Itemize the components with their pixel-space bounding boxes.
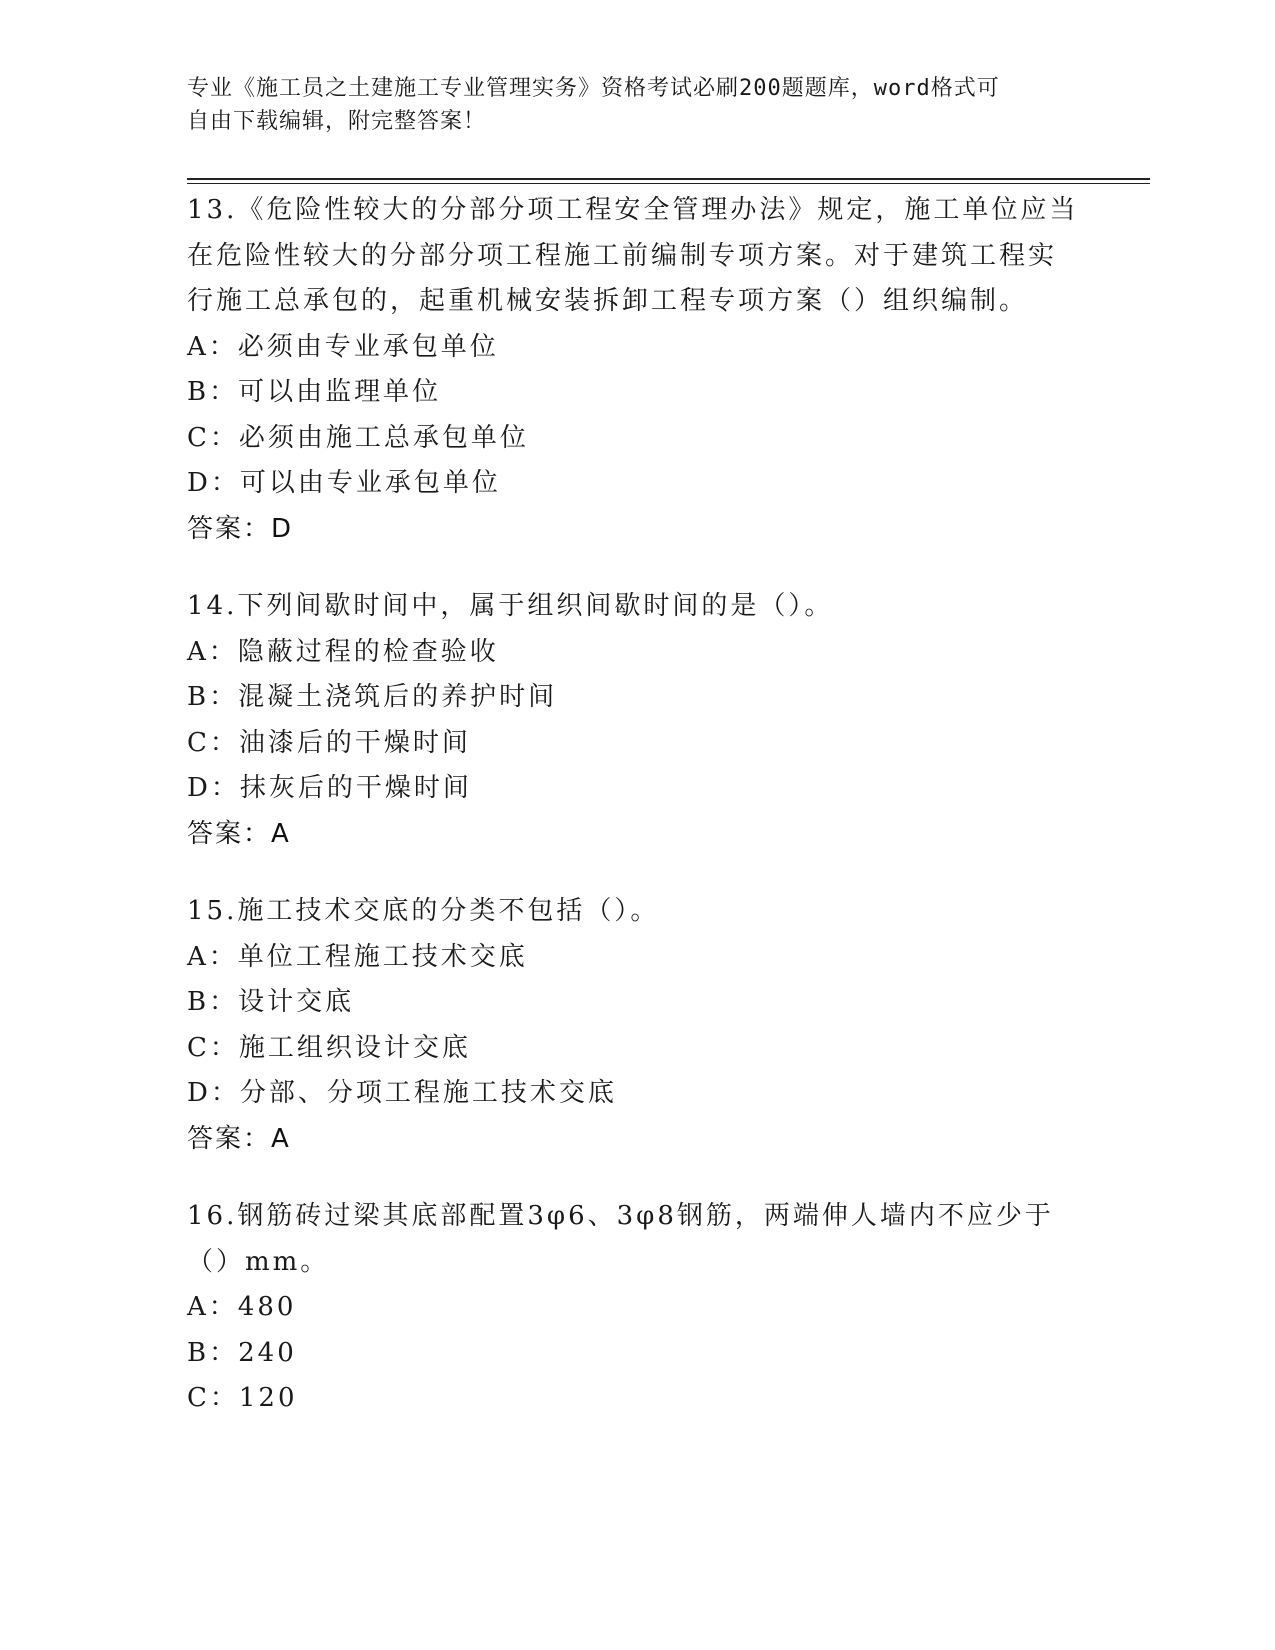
option-b: B：混凝土浇筑后的养护时间 — [187, 682, 558, 712]
option-b: B：设计交底 — [187, 987, 355, 1017]
question-stem-line: 16.钢筋砖过梁其底部配置3φ6、3φ8钢筋，两端伸人墙内不应少于 — [187, 1201, 1054, 1231]
question-stem-line: （）mm。 — [187, 1246, 330, 1277]
question-15 — [187, 889, 1087, 1162]
option-c: C：油漆后的干燥时间 — [187, 727, 471, 758]
question-stem-line: 15.施工技术交底的分类不包括（）。 — [187, 896, 660, 926]
question-stem-line: 14.下列间歇时间中，属于组织间歇时间的是（）。 — [187, 591, 834, 621]
question-16 — [187, 1194, 1087, 1422]
question-13 — [187, 188, 1087, 552]
option-a: A：单位工程施工技术交底 — [187, 941, 528, 972]
option-a: A：必须由专业承包单位 — [187, 331, 499, 362]
option-c: C：必须由施工总承包单位 — [187, 422, 529, 453]
option-d: D：分部、分项工程施工技术交底 — [187, 1078, 617, 1108]
header-line-2: 自由下载编辑，附完整答案！ — [187, 109, 487, 134]
option-a: A：隐蔽过程的检查验收 — [187, 636, 499, 667]
option-c: C：120 — [187, 1383, 298, 1413]
question-stem-line: 13.《危险性较大的分部分项工程安全管理办法》规定，施工单位应当 — [187, 195, 1079, 225]
option-c: C：施工组织设计交底 — [187, 1032, 471, 1063]
option-a: A：480 — [187, 1292, 297, 1322]
question-14 — [187, 584, 1087, 857]
option-d: D：可以由专业承包单位 — [187, 468, 501, 498]
question-list — [187, 188, 1087, 1454]
document-header — [187, 72, 1087, 138]
answer: 答案：A — [187, 1123, 291, 1154]
header-divider-thin — [187, 183, 1150, 184]
answer: 答案：A — [187, 818, 291, 849]
header-divider-thick — [187, 178, 1150, 180]
option-b: B：240 — [187, 1337, 297, 1368]
header-line-1: 专业《施工员之土建施工专业管理实务》资格考试必刷200题题库，word格式可 — [187, 76, 1000, 101]
question-stem-line: 行施工总承包的，起重机械安装拆卸工程专项方案（）组织编制。 — [187, 286, 1029, 316]
answer: 答案：D — [187, 513, 294, 544]
question-stem-line: 在危险性较大的分部分项工程施工前编制专项方案。对于建筑工程实 — [187, 240, 1058, 271]
option-d: D：抹灰后的干燥时间 — [187, 773, 472, 803]
option-b: B：可以由监理单位 — [187, 377, 442, 407]
